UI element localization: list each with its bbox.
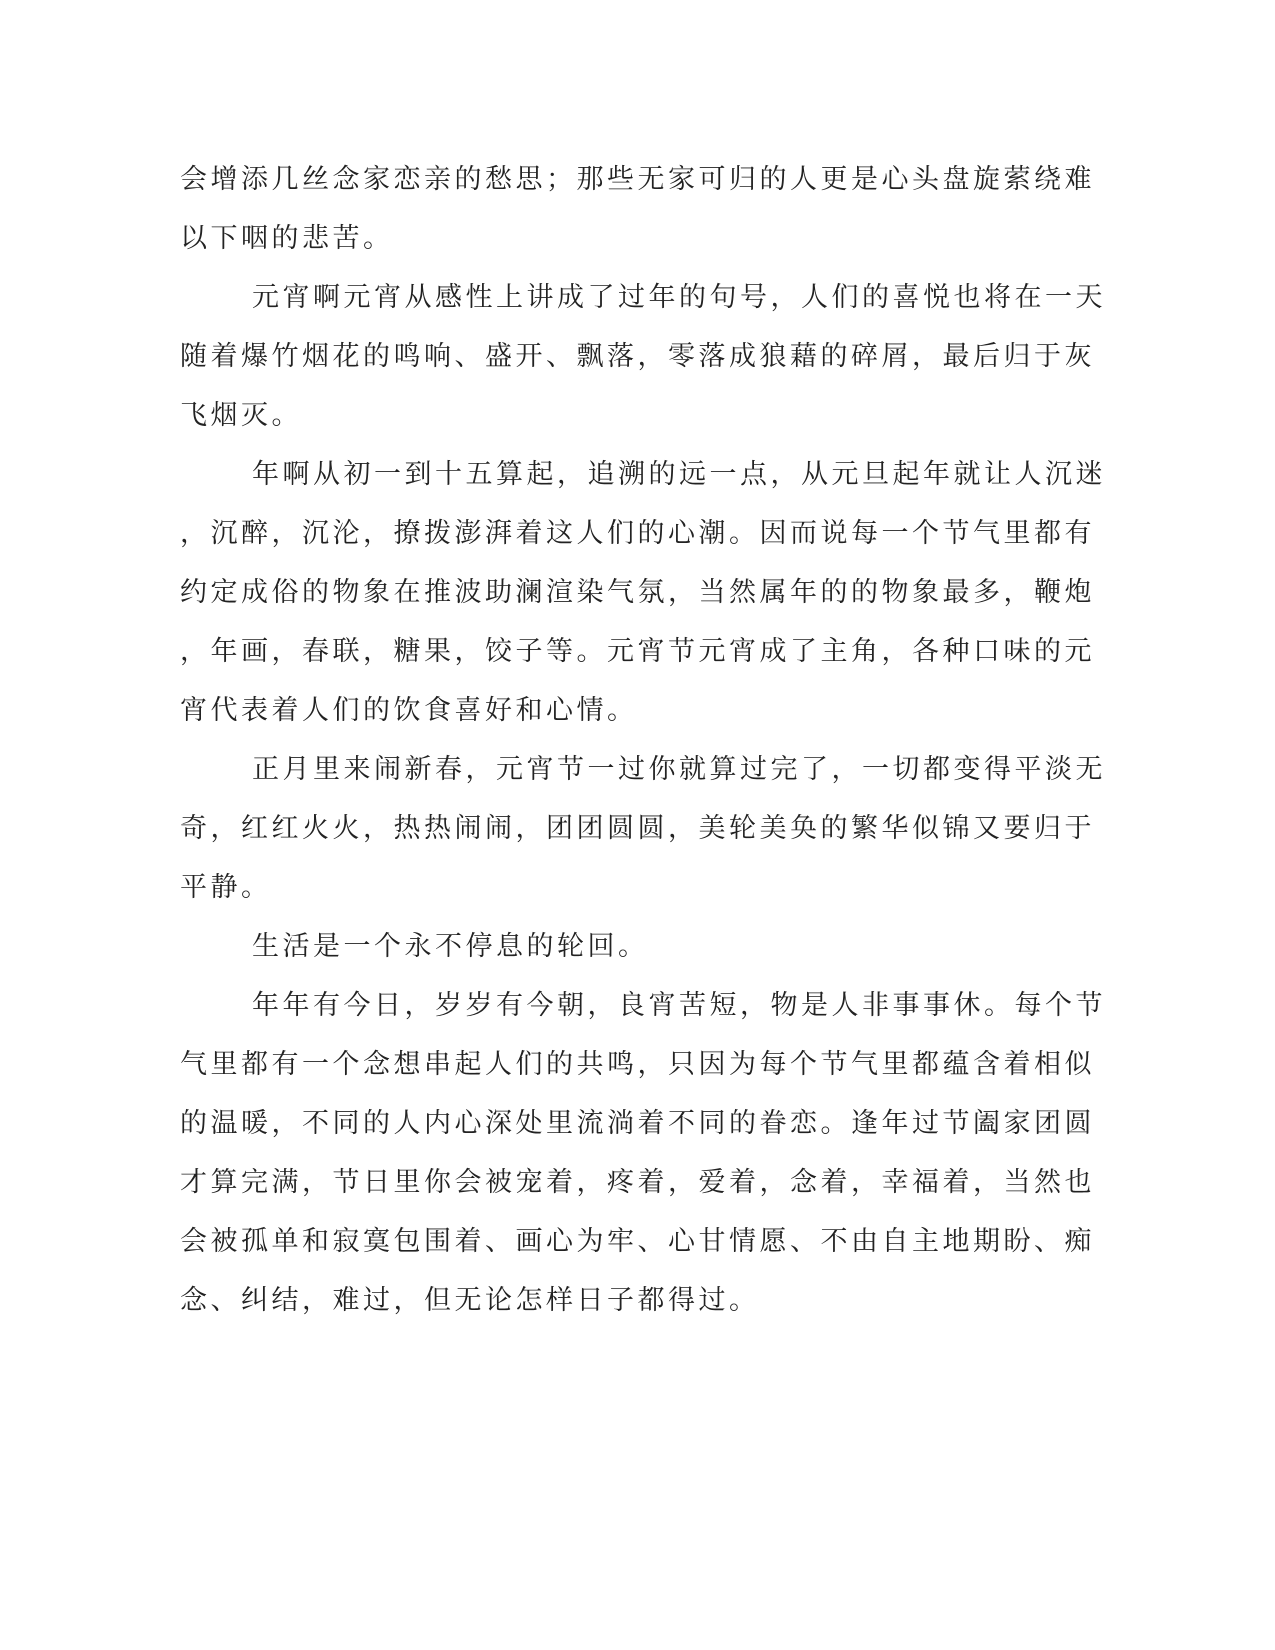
text-line: ，年画，春联，糖果，饺子等。元宵节元宵成了主角，各种口味的元 — [180, 636, 1095, 667]
text-line: 飞烟灭。 — [180, 400, 302, 431]
paragraph-first-line: 元宵啊元宵从感性上讲成了过年的句号，人们的喜悦也将在一天 — [252, 282, 1106, 313]
text-line: 宵代表着人们的饮食喜好和心情。 — [180, 695, 638, 726]
text-line: 会被孤单和寂寞包围着、画心为牢、心甘情愿、不由自主地期盼、痴 — [180, 1226, 1095, 1257]
text-line: 奇，红红火火，热热闹闹，团团圆圆，美轮美奂的繁华似锦又要归于 — [180, 813, 1095, 844]
paragraph-first-line: 年啊从初一到十五算起，追溯的远一点，从元旦起年就让人沉迷 — [252, 459, 1106, 490]
text-line: 约定成俗的物象在推波助澜渲染气氛，当然属年的的物象最多，鞭炮 — [180, 577, 1095, 608]
text-line: 以下咽的悲苦。 — [180, 223, 394, 254]
paragraph-first-line: 生活是一个永不停息的轮回。 — [252, 931, 649, 962]
text-line: 才算完满，节日里你会被宠着，疼着，爱着，念着，幸福着，当然也 — [180, 1167, 1095, 1198]
text-line: 随着爆竹烟花的鸣响、盛开、飘落，零落成狼藉的碎屑，最后归于灰 — [180, 341, 1095, 372]
paragraph-first-line: 年年有今日，岁岁有今朝，良宵苦短，物是人非事事休。每个节 — [252, 990, 1106, 1021]
paragraph-first-line: 正月里来闹新春，元宵节一过你就算过完了，一切都变得平淡无 — [252, 754, 1106, 785]
text-line: 念、纠结，难过，但无论怎样日子都得过。 — [180, 1285, 760, 1316]
text-line: 会增添几丝念家恋亲的愁思；那些无家可归的人更是心头盘旋萦绕难 — [180, 164, 1095, 195]
text-line: ，沉醉，沉沦，撩拨澎湃着这人们的心潮。因而说每一个节气里都有 — [180, 518, 1095, 549]
text-line: 平静。 — [180, 872, 272, 903]
text-line: 的温暖，不同的人内心深处里流淌着不同的眷恋。逢年过节阖家团圆 — [180, 1108, 1095, 1139]
text-line: 气里都有一个念想串起人们的共鸣，只因为每个节气里都蕴含着相似 — [180, 1049, 1095, 1080]
